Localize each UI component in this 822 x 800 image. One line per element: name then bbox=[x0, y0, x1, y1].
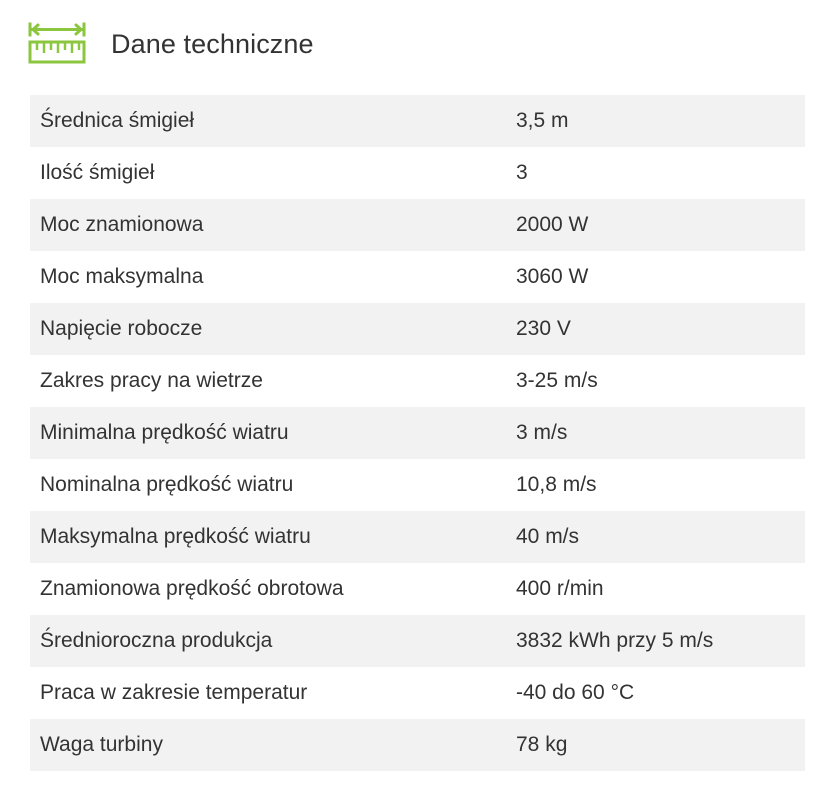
spec-value: 3832 kWh przy 5 m/s bbox=[505, 615, 805, 667]
table-row bbox=[30, 615, 805, 667]
table-row bbox=[30, 563, 805, 615]
table-row bbox=[30, 459, 805, 511]
table-row bbox=[30, 355, 805, 407]
table-row bbox=[30, 511, 805, 563]
table-row bbox=[30, 251, 805, 303]
spec-value: 40 m/s bbox=[505, 511, 805, 563]
spec-label: Waga turbiny bbox=[30, 719, 505, 771]
table-row bbox=[30, 719, 805, 771]
ruler-icon bbox=[27, 21, 87, 65]
spec-value: 3 bbox=[516, 161, 528, 184]
spec-value: 2000 W bbox=[505, 199, 805, 251]
table-row bbox=[30, 667, 805, 719]
spec-label: Maksymalna prędkość wiatru bbox=[30, 511, 505, 563]
spec-value: 10,8 m/s bbox=[516, 473, 597, 496]
spec-label: Znamionowa prędkość obrotowa bbox=[40, 577, 344, 600]
section-header bbox=[27, 20, 314, 66]
spec-label: Minimalna prędkość wiatru bbox=[30, 407, 505, 459]
spec-value: 3060 W bbox=[516, 265, 589, 288]
spec-label: Średnica śmigieł bbox=[30, 95, 505, 147]
spec-value: 400 r/min bbox=[516, 577, 604, 600]
spec-label: Ilość śmigieł bbox=[40, 161, 155, 184]
spec-label: Moc znamionowa bbox=[30, 199, 505, 251]
spec-value: 230 V bbox=[505, 303, 805, 355]
spec-label: Praca w zakresie temperatur bbox=[40, 681, 308, 704]
table-row bbox=[30, 95, 805, 147]
table-row bbox=[30, 147, 805, 199]
table-row bbox=[30, 199, 805, 251]
spec-label: Średnioroczna produkcja bbox=[30, 615, 505, 667]
spec-value: 3,5 m bbox=[505, 95, 805, 147]
spec-value: -40 do 60 °C bbox=[516, 681, 635, 704]
spec-label: Zakres pracy na wietrze bbox=[40, 369, 263, 392]
table-row bbox=[30, 407, 805, 459]
spec-value: 3-25 m/s bbox=[516, 369, 598, 392]
spec-label: Nominalna prędkość wiatru bbox=[40, 473, 294, 496]
table-row bbox=[30, 303, 805, 355]
spec-label: Napięcie robocze bbox=[30, 303, 505, 355]
spec-value: 3 m/s bbox=[505, 407, 805, 459]
spec-table bbox=[30, 95, 805, 771]
spec-label: Moc maksymalna bbox=[40, 265, 204, 288]
page-title: Dane techniczne bbox=[111, 28, 314, 59]
spec-value: 78 kg bbox=[505, 719, 805, 771]
